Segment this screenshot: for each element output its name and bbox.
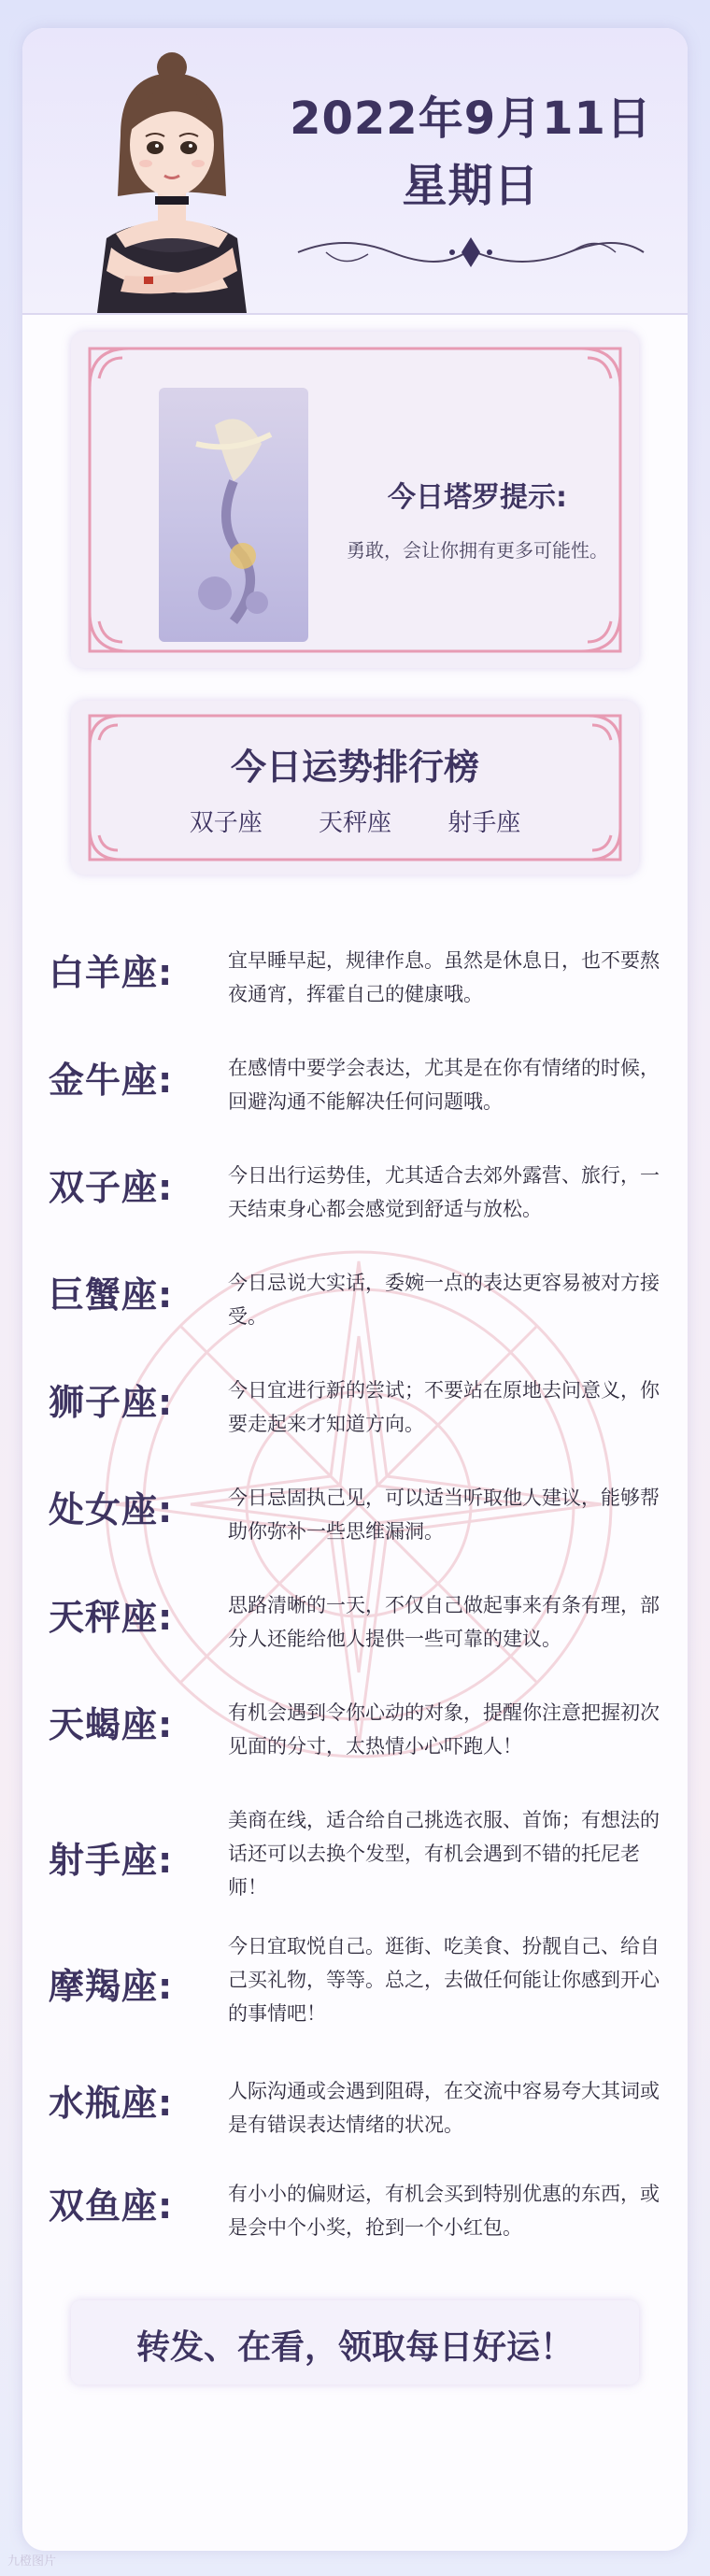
sign-name: 白羊座: xyxy=(49,952,174,993)
rank-sign-2: 天秤座 xyxy=(318,809,391,837)
ranking-title: 今日运势排行榜 xyxy=(230,747,479,788)
ornament-divider-icon xyxy=(289,224,653,280)
sign-text: 宜早睡早起，规律作息。虽然是休息日，也不要熬夜通宵，挥霍自己的健康哦。 xyxy=(228,949,660,1005)
sign-name: 双鱼座: xyxy=(49,2185,174,2227)
ranking-signs xyxy=(71,804,639,838)
share-banner[interactable] xyxy=(71,2300,639,2384)
sign-name: 巨蟹座: xyxy=(49,1274,174,1316)
sign-name: 狮子座: xyxy=(49,1382,174,1423)
sign-name: 处女座: xyxy=(49,1489,174,1530)
sign-text: 思路清晰的一天，不仅自己做起事来有条有理，部分人还能给他人提供一些可靠的建议。 xyxy=(228,1594,660,1650)
sign-text: 今日忌固执己见，可以适当听取他人建议，能够帮助你弥补一些思维漏洞。 xyxy=(228,1487,660,1543)
sign-name: 射手座: xyxy=(49,1840,174,1881)
sign-text: 有小小的偏财运，有机会买到特别优惠的东西，或是会中个小奖，抢到一个小红包。 xyxy=(228,2183,660,2239)
sign-name: 水瓶座: xyxy=(49,2083,174,2124)
sign-name: 天秤座: xyxy=(49,1597,174,1638)
header xyxy=(22,28,688,315)
rank-sign-1: 双子座 xyxy=(189,809,263,837)
sign-name: 金牛座: xyxy=(49,1060,174,1101)
sign-text: 今日宜取悦自己。逛街、吃美食、扮靓自己、给自己买礼物，等等。总之，去做任何能让你感到开心的事情吧！ xyxy=(228,1935,660,2025)
date-title: 2022年9月11日 xyxy=(290,93,652,145)
tarot-title: 今日塔罗提示: xyxy=(388,481,567,514)
ranking-panel xyxy=(71,701,639,875)
tarot-card-image xyxy=(159,388,308,642)
watermark-text: 九橙图片 xyxy=(7,2555,57,2569)
share-banner-text: 转发、在看，领取每日好运！ xyxy=(135,2328,574,2367)
sign-text: 美商在线，适合给自己挑选衣服、首饰；有想法的话还可以去换个发型，有机会遇到不错的托尼老师！ xyxy=(228,1809,660,1899)
girl-avatar-illustration xyxy=(78,47,265,313)
sign-name: 双子座: xyxy=(49,1167,174,1208)
tarot-message: 勇敢，会让你拥有更多可能性。 xyxy=(347,539,608,562)
tarot-card-panel xyxy=(71,332,639,668)
sign-name: 摩羯座: xyxy=(49,1966,174,2007)
sign-text: 今日宜进行新的尝试；不要站在原地去问意义，你要走起来才知道方向。 xyxy=(228,1379,660,1435)
sign-text: 今日忌说大实话，委婉一点的表达更容易被对方接受。 xyxy=(228,1272,660,1328)
horoscope-page xyxy=(22,28,688,2551)
sign-text: 人际沟通或会遇到阻碍，在交流中容易夸大其词或是有错误表达情绪的状况。 xyxy=(228,2080,660,2136)
sign-text: 有机会遇到令你心动的对象，提醒你注意把握初次见面的分寸，太热情小心吓跑人！ xyxy=(228,1701,660,1758)
weekday-title: 星期日 xyxy=(402,160,540,212)
sign-text: 在感情中要学会表达，尤其是在你有情绪的时候，回避沟通不能解决任何问题哦。 xyxy=(228,1057,660,1113)
sign-text: 今日出行运势佳，尤其适合去郊外露营、旅行，一天结束身心都会感觉到舒适与放松。 xyxy=(228,1164,660,1220)
sign-name: 天蝎座: xyxy=(49,1704,174,1745)
rank-sign-3: 射手座 xyxy=(447,809,521,837)
